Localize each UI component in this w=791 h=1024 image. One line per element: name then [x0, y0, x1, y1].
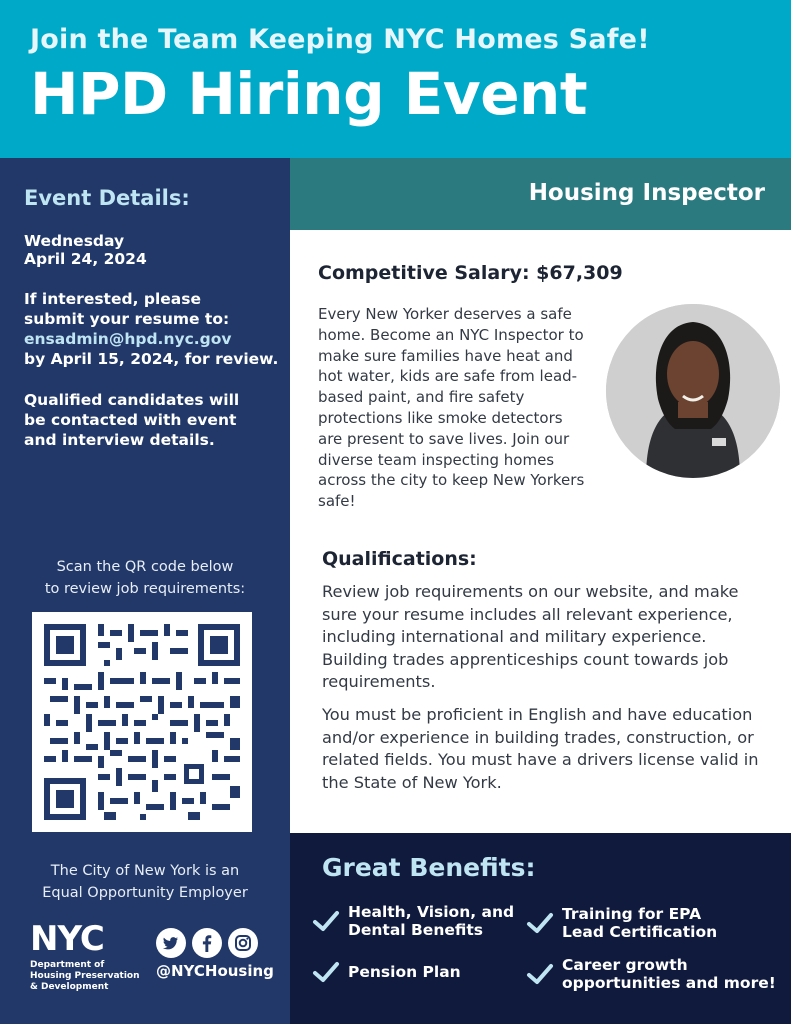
email-link[interactable]: ensadmin@hpd.nyc.gov	[24, 330, 232, 348]
benefit-pension	[312, 960, 461, 984]
twitter-icon[interactable]	[156, 928, 186, 958]
scan-instructions	[0, 556, 290, 600]
benefit-health	[312, 903, 514, 939]
instagram-icon[interactable]	[228, 928, 258, 958]
qr-code-graphic	[44, 624, 240, 820]
eoe-line-2: Equal Opportunity Employer	[42, 885, 248, 901]
dept-line-2: Housing Preservation	[30, 971, 140, 981]
nyc-hpd-logo	[30, 919, 140, 993]
benefits-title: Great Benefits:	[322, 853, 536, 882]
benefit-label: Career growth opportunities and more!	[562, 956, 776, 992]
check-icon	[526, 911, 554, 935]
check-icon	[312, 909, 340, 933]
event-date: April 24, 2024	[24, 250, 147, 268]
job-intro-text: Every New Yorker deserves a safe home. Become an NYC Inspector to make sure families have heat and hot water, kids are safe from lead-based paint, and fire safety protections like smoke detectors are present to save lives. Join our diverse team inspecting homes across the city to keep New Yorkers safe!	[318, 305, 585, 511]
qualifications-paragraph-2: You must be proficient in English and have education and/or experience in building trades, construction, or related fields. You must have a drivers license valid in the State of New York.	[322, 705, 759, 792]
benefit-training	[526, 905, 717, 941]
qr-code[interactable]	[32, 612, 252, 832]
social-handle[interactable]: @NYCHousing	[156, 962, 274, 980]
page-title: HPD Hiring Event	[30, 60, 588, 128]
department-name	[30, 960, 140, 993]
qualifications-paragraph-1: Review job requirements on our website, and make sure your resume includes all relevant experience, including international and military experience. Building trades apprenticeships count towards job requirements.	[322, 582, 739, 691]
benefit-career	[526, 956, 776, 992]
header-tagline: Join the Team Keeping NYC Homes Safe!	[30, 24, 650, 55]
scan-line-2: to review job requirements:	[44, 581, 246, 597]
social-media	[156, 928, 274, 980]
event-day: Wednesday	[24, 232, 125, 250]
scan-line-1: Scan the QR code below	[56, 559, 234, 575]
deadline-text: by April 15, 2024, for review.	[24, 350, 279, 368]
qualified-line-3: and interview details.	[24, 431, 215, 449]
dept-line-3: & Development	[30, 982, 109, 992]
check-icon	[312, 960, 340, 984]
interest-line-2: submit your resume to:	[24, 310, 230, 328]
salary-heading: Competitive Salary: $67,309	[318, 262, 623, 284]
eoe-line-1: The City of New York is an	[50, 863, 240, 879]
interest-line-1: If interested, please	[24, 290, 201, 308]
event-details-sidebar	[0, 158, 290, 1024]
nyc-logo-wordmark: NYC	[30, 919, 104, 959]
benefit-label: Training for EPA Lead Certification	[562, 905, 718, 941]
check-icon	[526, 962, 554, 986]
qualified-line-1: Qualified candidates will	[24, 391, 240, 409]
benefit-label: Health, Vision, and Dental Benefits	[348, 903, 515, 939]
qualified-line-2: be contacted with event	[24, 411, 237, 429]
job-title-bar	[290, 158, 791, 230]
facebook-icon[interactable]	[192, 928, 222, 958]
inspector-photo	[606, 304, 780, 478]
benefits-section	[290, 833, 791, 1024]
header-banner	[0, 0, 791, 158]
benefit-label: Pension Plan	[348, 963, 461, 981]
qualifications-title: Qualifications:	[322, 548, 477, 570]
equal-opportunity-statement	[0, 860, 290, 904]
dept-line-1: Department of	[30, 960, 105, 970]
job-title: Housing Inspector	[528, 180, 765, 206]
event-details-title: Event Details:	[24, 186, 190, 210]
